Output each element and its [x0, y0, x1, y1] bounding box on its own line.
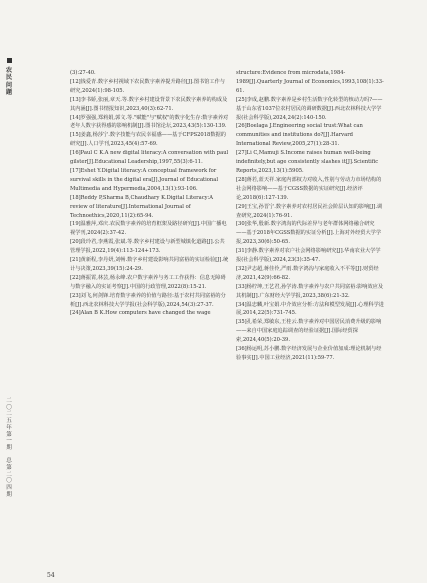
issue-char: 第	[6, 431, 12, 438]
reference-entry: [34]温忠麟,叶宝娟.中介效应分析:方法和模型发展[J].心理科学进展,2014,22(5):731-745.	[236, 301, 384, 317]
reference-entry: [19]温雅萍,邓庆.农民数字素养的培育框架及路径研究[J].中国广播电视学刊,2024(2):37-42.	[70, 221, 227, 237]
issue-char: 五	[6, 418, 12, 425]
reference-entry: [35]孔希荣,郑敏东,王桂云.数字素养对中国居民消费升级的影响——来自中国家庭追踪调查的经验证据[J].国际经贸探索,2024,40(5):20-39.	[236, 319, 382, 344]
issue-char: 总	[6, 458, 12, 465]
reference-entry: [12]钱爱青.数字乡村视域下农民数字素养提升路径[J].图书馆工作与研究,2024(1):98-105.	[70, 78, 225, 94]
reference-entry: [30]张华,殷新.数字鸿沟的代际差异与老年群体网络融合研究——基于2018年CGSS数据的实证分析[J].上海对外经贸大学学报,2023,30(6):50-65.	[236, 221, 382, 246]
reference-entry: [27]Li C,Mamuji S.Income raises human well-being indefinitely,but age consistently slashes it[J].Scientific Reports,2023,13(1):5905.	[236, 150, 379, 174]
section-char: 题	[5, 89, 13, 97]
reference-entry: [15]姜鑫,杨莎宁.数字技能与农民幸福感——基于CFPS2018数据的研究[J].人口学刊,2023,45(4):57-69.	[70, 132, 226, 148]
reference-entry: [22]蒋振霄,林芸,杨永峰.农户数字素养与务工工作获得：信息无障碍与数字融入的实证考察[J].中国的行政管理,2022(8):15-21.	[70, 274, 226, 290]
issue-char: 四	[6, 485, 12, 492]
issue-char: 二	[6, 471, 12, 478]
reference-entry: [33]杨柠坤,王艺君,孙学涛.数字素养与农户共同富裕:影响效应及其机制[J].广东财经大学学报,2023,38(6):21-32.	[236, 283, 384, 299]
reference-entry: [36]杨运明,苏小鹏.数字经济发展与企业价值加成:理论机制与经验事实[J].中国工业经济,2021(11):59-77.	[236, 346, 382, 361]
reference-entry: [17]Eshet Y.Digital literacy:A conceptual framework for survival skills in the digital era[J].Journal of Educational Multimedia and Hypermedia,2004,13(1):93-106.	[70, 167, 219, 192]
references-right-column	[236, 69, 384, 363]
issue-char: 〇	[6, 478, 12, 485]
page-number: 54	[47, 572, 55, 579]
issue-char: 第	[6, 465, 12, 472]
issue-char: 一	[6, 438, 12, 445]
section-char: 民	[5, 74, 13, 82]
references-left-column	[70, 69, 229, 318]
reference-entry: [13]李书娇,张丽,章天.等.数字乡村建设背景下农民数字素养的构成及其内涵[J].图书情报知识,2023,40(3):62-71.	[70, 96, 228, 112]
reference-entry: [21]黄新程,李丹妍,刘畅.数字乡村建设影响共同富裕的实证检验[J].统计与决策,2023,39(15):24-29.	[70, 257, 229, 272]
reference-entry: [18]Reddy P,Sharma B,Chaudhary K.Digital Literacy:A review of literature[J].International Journal of Technoethics,2020,11(2):65-94.	[70, 194, 214, 219]
reference-entry: [26]Boelaga J.Engineering social trust:What can communities and institutions do?[J].Harvard International Review,2005,27(1):28-31.	[236, 123, 363, 148]
issue-char: 二	[6, 411, 12, 418]
reference-entry: [31]李静.数字素养对农户社会网络影响研究[J].华南农业大学学报(社会科学版),2024,23(3):35-47.	[236, 248, 381, 264]
reference-entry: [23]刘飞,何剑锋.培育数字素养的价值与路径:基于农村共同富裕的分析[J].西北农林科技大学学报(社会科学版),2024,54(3):27-37.	[70, 292, 226, 308]
reference-entry: [32]尹志超,蒋佳伶,严雨.数字鸿沟与家庭收入不平等[J].财贸经济,2021,42(9):66-82.	[236, 265, 379, 281]
reference-entry: (3):27-40.	[70, 70, 96, 76]
reference-entry: [24]Alan B K.How computers have changed the wage	[70, 310, 211, 317]
issue-char: 期	[6, 444, 12, 451]
journal-section-label	[4, 58, 14, 97]
issue-label	[4, 398, 14, 499]
reference-entry: [29]王宝,孙晋宁.数字素养对农村居民社会阶层认知的影响[J].调查研究,2024(1):76-91.	[236, 203, 383, 219]
issue-char: 〇	[6, 404, 12, 411]
issue-char: 期	[6, 491, 12, 498]
reference-entry: [25]李成,赵鹏.数字素养是乡村生活数字化转型的核动力吗?——基于山东省1037位农村居民的调研数据[J].西北农林科技大学学报(社会科学版),2024,24(2):140-150.	[236, 96, 383, 121]
issue-char: 年	[6, 424, 12, 431]
section-char: 问	[5, 81, 13, 89]
section-char: 农	[5, 67, 13, 74]
reference-entry: [16]Paul C K.A new digital literacy:A conversation with paul gilster[J].Educational Leadership,1997,55(3):6-11.	[70, 150, 229, 166]
reference-entry: [20]段玲君,李燕霞,张斌.等.数字乡村建设与新型城镇化道路[J].公共管理学报,2022,19(4):113-124+173.	[70, 239, 225, 255]
reference-entry: [28]蒋若,蓝天祥.家庭内部权力对收入,性别与劳动力市场结构的社会网络影响——基于CGSS数据的实证研究[J].经济评论,2018(6):127-139.	[236, 176, 382, 201]
reference-entry: structure:Evidence from microdata,1984-1989[J].Quarterly Journal of Economics,1993,108(1):33-61.	[236, 70, 384, 94]
section-marker	[7, 58, 12, 63]
reference-entry: [14]罗强强,郑莉娟,郭文.等."赋能"与"赋权"的数字化生存:数字素养对老年人数字获得感的影响机制[J].图书馆论坛,2023,43(5):130-139.	[70, 114, 229, 130]
issue-char: 二	[6, 398, 12, 404]
